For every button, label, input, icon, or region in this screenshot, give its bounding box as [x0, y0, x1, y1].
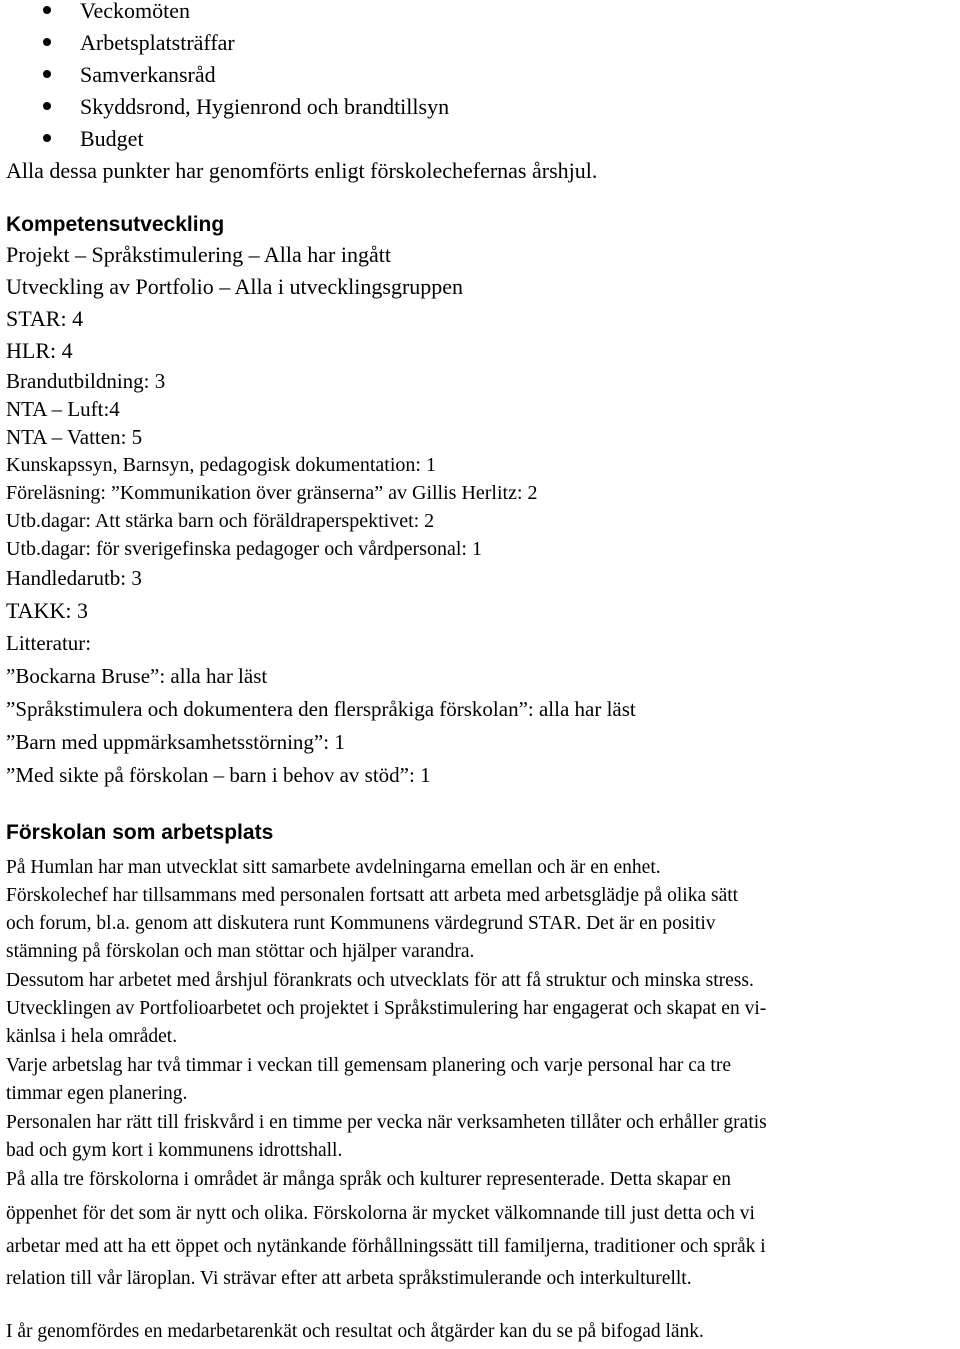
workplace-line: bad och gym kort i kommunens idrottshall.	[6, 1140, 343, 1161]
competence-line: Handledarutb: 3	[6, 566, 142, 590]
literature-item: ”Barn med uppmärksamhetsstörning”: 1	[6, 730, 345, 754]
summary-line: Alla dessa punkter har genomförts enligt förskolechefernas årshjul.	[6, 158, 598, 183]
competence-line: Utveckling av Portfolio – Alla i utvecklingsgruppen	[6, 274, 464, 299]
bullet-dot-icon	[43, 38, 51, 46]
workplace-line: Dessutom har arbetet med årshjul förankrats och utvecklats för att få struktur och minska stress.	[6, 970, 754, 991]
bullet-item: Arbetsplatsträffar	[80, 30, 235, 55]
workplace-line: På alla tre förskolorna i området är många språk och kulturer representerade. Detta skapar en	[6, 1169, 731, 1190]
competence-line: Brandutbildning: 3	[6, 369, 166, 393]
workplace-line: timmar egen planering.	[6, 1083, 188, 1104]
workplace-line: arbetar med att ha ett öppet och nytänkande förhållningssätt till familjerna, traditioner och språk i	[6, 1236, 766, 1257]
workplace-line: relation till vår läroplan. Vi strävar efter att arbeta språkstimulerande och interkulturellt.	[6, 1268, 692, 1289]
bullet-item: Budget	[80, 126, 144, 151]
workplace-line: På Humlan har man utvecklat sitt samarbete avdelningarna emellan och är en enhet.	[6, 857, 661, 878]
literature-item: ”Språkstimulera och dokumentera den flerspråkiga förskolan”: alla har läst	[6, 697, 636, 721]
competence-line: Projekt – Språkstimulering – Alla har ingått	[6, 242, 391, 267]
competence-heading: Kompetensutveckling	[6, 213, 225, 236]
competence-line: HLR: 4	[6, 338, 73, 363]
workplace-line: känlsa i hela området.	[6, 1026, 178, 1047]
competence-line: STAR: 4	[6, 306, 84, 331]
competence-line: Föreläsning: ”Kommunikation över gränserna” av Gillis Herlitz: 2	[6, 482, 538, 504]
bullet-item: Skyddsrond, Hygienrond och brandtillsyn	[80, 94, 450, 119]
bullet-dot-icon	[43, 102, 51, 110]
workplace-line: Varje arbetslag har två timmar i veckan till gemensam planering och varje personal har ca tre	[6, 1055, 731, 1076]
bullet-dot-icon	[43, 134, 51, 142]
workplace-line: stämning på förskolan och man stöttar och hjälper varandra.	[6, 941, 475, 962]
workplace-heading: Förskolan som arbetsplats	[6, 821, 274, 844]
competence-line: TAKK: 3	[6, 598, 88, 623]
competence-line: Utb.dagar: för sverigefinska pedagoger och vårdpersonal: 1	[6, 538, 482, 560]
competence-line: Kunskapssyn, Barnsyn, pedagogisk dokumentation: 1	[6, 454, 436, 476]
workplace-line: Utvecklingen av Portfolioarbetet och projektet i Språkstimulering har engagerat och skapat en vi-	[6, 998, 767, 1019]
literature-item: ”Bockarna Bruse”: alla har läst	[6, 664, 268, 688]
workplace-line: öppenhet för det som är nytt och olika. Förskolorna är mycket välkomnande till just detta och vi	[6, 1203, 755, 1224]
workplace-line: Personalen har rätt till friskvård i en timme per vecka när verksamheten tillåter och erhåller gratis	[6, 1112, 767, 1133]
competence-line: Litteratur:	[6, 631, 92, 655]
literature-item: ”Med sikte på förskolan – barn i behov av stöd”: 1	[6, 763, 431, 787]
competence-line: Utb.dagar: Att stärka barn och föräldraperspektivet: 2	[6, 510, 435, 532]
workplace-line: och forum, bl.a. genom att diskutera runt Kommunens värdegrund STAR. Det är en positiv	[6, 913, 716, 934]
bullet-dot-icon	[43, 70, 51, 78]
bullet-item: Veckomöten	[80, 0, 190, 23]
bullet-item: Samverkansråd	[80, 62, 216, 87]
closing-line: I år genomfördes en medarbetarenkät och resultat och åtgärder kan du se på bifogad länk.	[6, 1321, 704, 1342]
competence-line: NTA – Luft:4	[6, 397, 120, 421]
workplace-line: Förskolechef har tillsammans med personalen fortsatt att arbeta med arbetsglädje på olika sätt	[6, 885, 739, 906]
bullet-dot-icon	[43, 6, 51, 14]
competence-line: NTA – Vatten: 5	[6, 425, 143, 449]
